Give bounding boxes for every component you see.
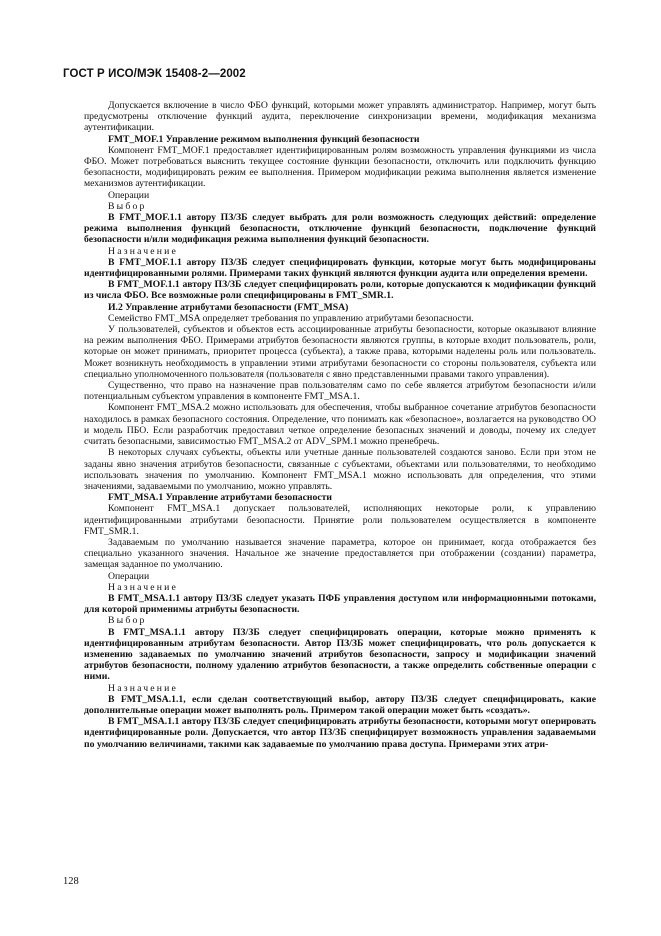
- paragraph: И.2 Управление атрибутами безопасности (FMT_MSA): [108, 301, 349, 313]
- paragraph: В FMT_MSA.1.1 автору ПЗ/ЗБ следует указать ПФБ управления доступом или информационными потоками, для которой применимы атрибуты безопасности.: [84, 592, 596, 616]
- paragraph: В FMT_MOF.1.1 автору ПЗ/ЗБ следует специфицировать функции, которые могут быть модифицированы идентифицированными ролями. Примерами таких функций являются функции аудита или определения времени.: [84, 256, 596, 280]
- paragraph: Операции: [108, 189, 150, 201]
- paragraph: Выбор: [108, 615, 147, 627]
- paragraph: У пользователей, субъектов и объектов есть ассоциированные атрибуты безопасности, которые оказывают влияние на режим выполнения ФБО. Примерами атрибутов безопасности являются группы, в которые входит пользователь, роли, которые он может принимать, приоритет процесса (субъекта), а также права, которыми наделены роль или пользователь. Может возникнуть необходимость в управлении этими атрибутами безопасности со стороны пользователя, субъекта или специально уполномоченного пользователя (пользователя с явно представленными правами такого управления).: [84, 324, 596, 380]
- page-number: 128: [63, 876, 79, 887]
- paragraph: В FMT_MOF.1.1 автору ПЗ/ЗБ следует выбрать для роли возможность следующих действий: определение режима выполнения функций безопасности, отключение функций безопасности, подключение функций безопасности и/или модификация режима выполнения функций безопасности.: [84, 212, 596, 246]
- paragraph: FMT_MOF.1 Управление режимом выполнения функций безопасности: [108, 133, 420, 145]
- paragraph: В FMT_MSA.1.1 автору ПЗ/ЗБ следует специфицировать атрибуты безопасности, которыми могут оперировать идентифицированные роли. Допускается, что автор ПЗ/ЗБ специфицирует возможность управления задаваемыми по умолчанию величинами, такими как задаваемые по умолчанию права доступа. Примерами этих атри-: [84, 716, 596, 750]
- paragraph: FMT_MSA.1 Управление атрибутами безопасности: [108, 492, 332, 504]
- paragraph: Назначение: [108, 682, 179, 694]
- paragraph: Операции: [108, 570, 150, 582]
- paragraph: Задаваемым по умолчанию называется значение параметра, которое он принимает, когда отображается без специально указанного значения. Начальное же значение предоставляется при отображении (создании) параметра, замещая заданное по умолчанию.: [84, 536, 596, 571]
- paragraph: Компонент FMT_MSA.1 допускает пользователей, исполняющих некоторые роли, к управлению идентифицированными атрибутами безопасности. Принятие роли пользователем осуществляется в компоненте FMT_SMR.1.: [84, 503, 596, 537]
- document-body: [84, 100, 596, 750]
- paragraph: Выбор: [108, 200, 147, 212]
- paragraph: Компонент FMT_MOF.1 предоставляет идентифицированным ролям возможность управления функциями из числа ФБО. Может потребоваться выяснить текущее состояние функции безопасности, отключить или подключить функцию безопасности, модифицировать режим ее выполнения. Примером модификации режима выполнения является изменение механизмов аутентификации.: [84, 144, 596, 190]
- paragraph: В FMT_MOF.1.1 автору ПЗ/ЗБ следует специфицировать роли, которые допускаются к модификации функций из числа ФБО. Все возможные роли специфицированы в FMT_SMR.1.: [84, 279, 596, 302]
- paragraph: В FMT_MSA.1.1 автору ПЗ/ЗБ следует специфицировать операции, которые можно применять к идентифицированным атрибутам безопасности. Автор ПЗ/ЗБ может специфицировать, что роль допускается к изменению задаваемых по умолчанию значений атрибутов безопасности, запросу и модификации значений атрибутов безопасности, полному удалению атрибутов безопасности, а также определить собственные операции с ними.: [84, 626, 596, 683]
- paragraph: Назначение: [108, 245, 179, 257]
- paragraph: В некоторых случаях субъекты, объекты или учетные данные пользователей создаются заново. Если при этом не заданы явно значения атрибутов безопасности, связанные с субъектами, объектами или пользователями, то необходимо использовать значения по умолчанию. Компонент FMT_MSA.1 можно использовать для определения, что этими значениями, задаваемыми по умолчанию, можно управлять.: [84, 447, 596, 492]
- paragraph: Компонент FMT_MSA.2 можно использовать для обеспечения, чтобы выбранное сочетание атрибутов безопасности находилось в рамках безопасного состояния. Определение, что понимать как «безопасное», возлагается на руководство ОО и модель ПБО. Если разработчик предоставил четкое определение безопасных значений и доводы, почему их следует считать безопасными, зависимостью FMT_MSA.2 от ADV_SPM.1 можно пренебречь.: [84, 402, 596, 448]
- paragraph: Семейство FMT_MSA определяет требования по управлению атрибутами безопасности.: [108, 312, 474, 324]
- paragraph: Допускается включение в число ФБО функций, которыми может управлять администратор. Например, могут быть предусмотрены отключение функций аудита, переключение синхронизации времени, модификация механизма аутентификации.: [84, 100, 596, 134]
- paragraph: Существенно, что право на назначение прав пользователям само по себе является атрибутом безопасности и/или потенциальным субъектом управления в компоненте FMT_MSA.1.: [84, 380, 596, 403]
- paragraph: Назначение: [108, 581, 179, 593]
- document-header: ГОСТ Р ИСО/МЭК 15408-2—2002: [63, 68, 246, 80]
- paragraph: В FMT_MSA.1.1, если сделан соответствующий выбор, автору ПЗ/ЗБ следует специфицировать, какие дополнительные операции может выполнять роль. Примером такой операции может быть «создать».: [84, 693, 596, 716]
